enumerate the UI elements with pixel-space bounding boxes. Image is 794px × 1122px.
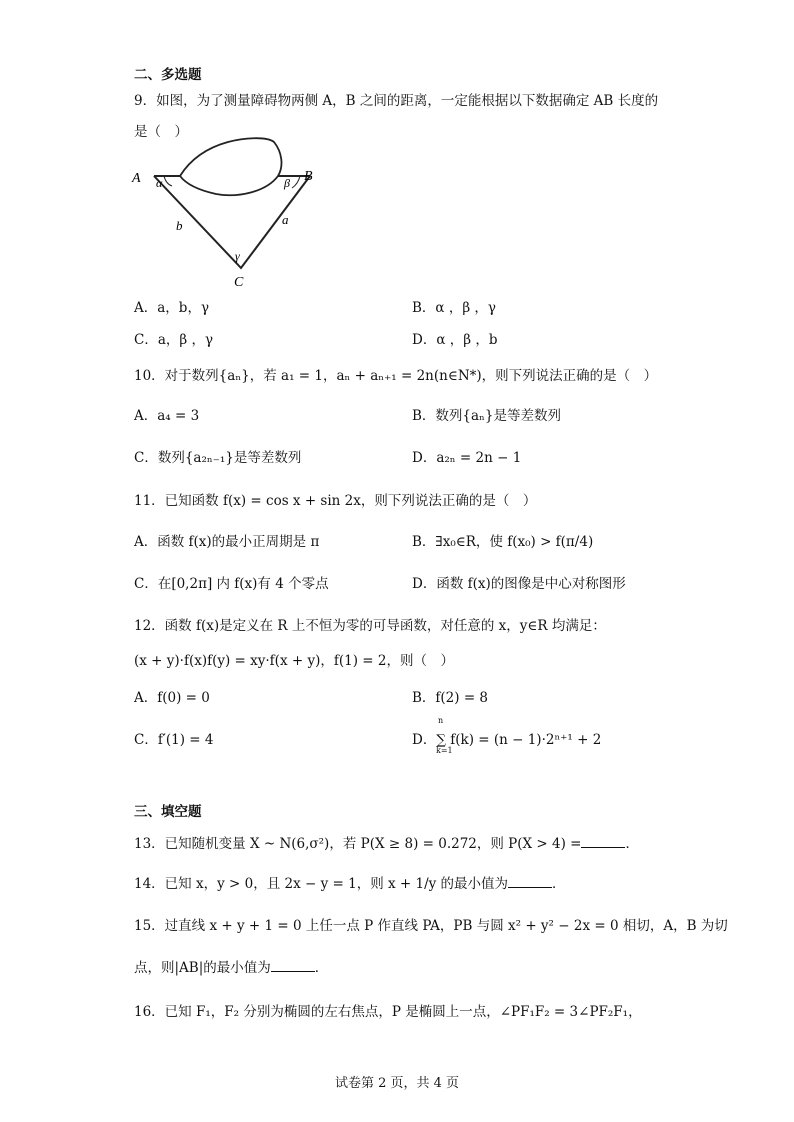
- question-10-option-c: C．数列{a₂ₙ₋₁}是等差数列: [134, 450, 302, 466]
- question-11-option-b: B．∃x₀∈R，使 f(x₀) > f(π/4): [412, 534, 594, 550]
- question-15-stem-line1: 15．过直线 x + y + 1 = 0 上任一点 P 作直线 PA，PB 与圆 x² + y² − 2x = 0 相切，A，B 为切: [134, 918, 728, 934]
- question-14-text: 14．已知 x，y > 0，且 2x − y = 1，则 x + 1/y 的最小值为: [134, 876, 509, 892]
- question-10-option-a: A．a₄ = 3: [134, 408, 200, 424]
- question-15-tail: ．: [314, 960, 329, 976]
- question-11-option-d: D．函数 f(x)的图像是中心对称图形: [412, 576, 626, 592]
- figure-label-gamma: γ: [235, 249, 240, 263]
- section-title-fill-in: 三、填空题: [134, 804, 202, 820]
- figure-label-side-b: b: [176, 218, 183, 233]
- question-10-option-b: B．数列{aₙ}是等差数列: [412, 408, 561, 424]
- question-12-option-c: C．f′(1) = 4: [134, 732, 214, 748]
- figure-label-c-point: C: [234, 275, 244, 290]
- question-13-tail: ．: [625, 836, 639, 852]
- question-12-option-b: B．f(2) = 8: [412, 690, 489, 706]
- question-9-stem-line2: 是（ ）: [134, 124, 188, 140]
- question-10-stem: 10．对于数列{aₙ}，若 a₁ = 1，aₙ + aₙ₊₁ = 2n(n∈N*)，则下列说法正确的是（ ）: [134, 368, 658, 384]
- question-9-stem-line1: 9．如图，为了测量障碍物两侧 A，B 之间的距离，一定能根据以下数据确定 AB 长度的: [134, 93, 659, 109]
- question-9-option-b: B．α ，β ，γ: [412, 300, 496, 316]
- angle-beta-arc: [292, 176, 300, 188]
- question-12-sum-lower-limit: k=1: [436, 746, 453, 755]
- figure-label-beta: β: [284, 176, 290, 190]
- question-16-stem: 16．已知 F₁，F₂ 分别为椭圆的左右焦点，P 是椭圆上一点，∠PF₁F₂ = 3∠PF₂F₁，: [134, 1004, 642, 1020]
- figure-label-b-point: B: [304, 169, 313, 184]
- question-12-option-d: D．∑ f(k) = (n − 1)·2ⁿ⁺¹ + 2: [412, 732, 602, 748]
- question-15-answer-blank[interactable]: [271, 959, 315, 972]
- question-9-triangle-figure: [128, 132, 318, 292]
- question-14-line: [134, 872, 566, 892]
- question-14-tail: ．: [552, 876, 566, 892]
- angle-alpha-arc: [164, 176, 172, 186]
- question-11-stem: 11．已知函数 f(x) = cos x + sin 2x，则下列说法正确的是（ ）: [134, 493, 537, 509]
- figure-label-alpha: α: [156, 176, 163, 190]
- question-12-stem-line1: 12．函数 f(x)是定义在 R 上不恒为零的可导函数，对任意的 x，y∈R 均满足：: [134, 618, 606, 634]
- question-14-answer-blank[interactable]: [508, 875, 552, 888]
- obstacle-shape: [180, 138, 281, 195]
- figure-label-side-a: a: [282, 212, 289, 227]
- question-13-line: [134, 832, 639, 852]
- question-12-stem-line2: (x + y)·f(x)f(y) = xy·f(x + y)，f(1) = 2，则（ ）: [134, 653, 454, 669]
- question-15-stem-line2: 点，则|AB|的最小值为: [134, 960, 271, 976]
- question-11-option-c: C．在[0,2π] 内 f(x)有 4 个零点: [134, 576, 329, 592]
- question-12-option-a: A．f(0) = 0: [134, 690, 210, 706]
- page-footer: 试卷第 2 页，共 4 页: [334, 1076, 460, 1091]
- section-title-multiple-choice: 二、多选题: [134, 67, 202, 83]
- question-13-text: 13．已知随机变量 X ~ N(6,σ²)，若 P(X ≥ 8) = 0.272，则 P(X > 4) =: [134, 836, 582, 852]
- question-9-option-a: A．a，b，γ: [134, 300, 210, 316]
- question-9-option-c: C．a，β ，γ: [134, 332, 214, 348]
- question-10-option-d: D．a₂ₙ = 2n − 1: [412, 450, 522, 466]
- question-9-option-d: D．α ，β ，b: [412, 332, 498, 348]
- question-12-sum-upper-limit: n: [438, 716, 444, 725]
- question-13-answer-blank[interactable]: [581, 835, 625, 848]
- question-15-line2: [134, 956, 328, 976]
- question-11-option-a: A．函数 f(x)的最小正周期是 π: [134, 534, 320, 550]
- figure-label-a-point: A: [132, 171, 141, 186]
